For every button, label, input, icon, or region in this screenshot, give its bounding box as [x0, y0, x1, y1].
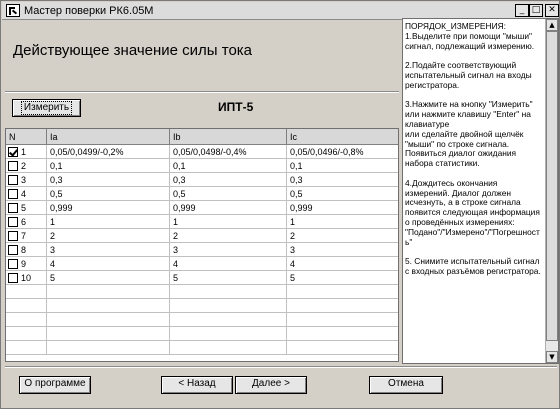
- cell-n: [6, 271, 47, 285]
- cell-ia: 1: [47, 215, 170, 229]
- cell-ic: [287, 327, 399, 341]
- cell-ib: 5: [170, 271, 287, 285]
- page-title: Действующее значение силы тока: [13, 42, 253, 59]
- table-row[interactable]: [6, 145, 399, 159]
- cell-ib: 0,3: [170, 173, 287, 187]
- table-row[interactable]: [6, 341, 399, 355]
- table-row[interactable]: [6, 299, 399, 313]
- column-header-ic[interactable]: Ic: [287, 129, 399, 145]
- table-row[interactable]: [6, 257, 399, 271]
- row-checkbox[interactable]: [8, 147, 18, 157]
- cell-ia: [47, 285, 170, 299]
- cell-ib: 4: [170, 257, 287, 271]
- cell-ib: 2: [170, 229, 287, 243]
- cell-ic: 4: [287, 257, 399, 271]
- about-button[interactable]: О программе: [19, 376, 91, 394]
- cell-ia: [47, 299, 170, 313]
- cell-ic: 0,999: [287, 201, 399, 215]
- measure-button[interactable]: [12, 99, 81, 117]
- divider: [5, 366, 557, 368]
- table-body: [6, 145, 399, 355]
- cell-ia: 0,5: [47, 187, 170, 201]
- cell-ic: 3: [287, 243, 399, 257]
- measure-button-label: Измерить: [21, 101, 72, 115]
- row-checkbox[interactable]: [8, 245, 18, 255]
- table-header: [6, 129, 399, 145]
- cell-n: [6, 257, 47, 271]
- cell-ic: [287, 285, 399, 299]
- cell-ia: [47, 327, 170, 341]
- table-row[interactable]: [6, 173, 399, 187]
- cell-n: [6, 229, 47, 243]
- cell-ia: 2: [47, 229, 170, 243]
- minimize-button[interactable]: _: [515, 4, 529, 17]
- cell-ib: 3: [170, 243, 287, 257]
- table-row[interactable]: [6, 187, 399, 201]
- maximize-button[interactable]: □: [529, 4, 543, 17]
- help-text: ПОРЯДОК_ИЗМЕРЕНИЯ: 1.Выделите при помощи "мыши" сигнал, подлежащий измерению. 2.Подайте соответствующий испытательный сигнал на входы регистратора. 3.Нажмите на кнопку "Измерить" или нажмите клавишу "Enter" на клавиатуре или сделайте двойной щелчёк "мыши" по строке сигнала. Появиться диалог ожидания набора статистики. 4.Дождитесь окончания измерений. Диалог должен исчезнуть, а в строке сигнала появится следующая информация о проведённых измерениях: "Подано"/"Измерено"/"Погрешность" 5. Снимите испытательный сигнал с входных разъёмов регистратора.: [405, 21, 541, 276]
- table-row[interactable]: [6, 201, 399, 215]
- cell-n: [6, 313, 47, 327]
- table-row[interactable]: [6, 159, 399, 173]
- cell-ib: 0,999: [170, 201, 287, 215]
- cell-ia: [47, 341, 170, 355]
- cell-ia: 5: [47, 271, 170, 285]
- next-button[interactable]: Далее >: [235, 376, 307, 394]
- scroll-up-icon[interactable]: ▲: [546, 19, 558, 31]
- cell-ia: 0,3: [47, 173, 170, 187]
- row-number: 5: [21, 203, 27, 213]
- cell-ia: 3: [47, 243, 170, 257]
- table-row[interactable]: [6, 285, 399, 299]
- device-label: ИПТ-5: [218, 100, 254, 114]
- cell-ia: 0,1: [47, 159, 170, 173]
- cell-n: [6, 187, 47, 201]
- cell-n: [6, 145, 47, 159]
- divider: [5, 91, 399, 93]
- cell-ic: 2: [287, 229, 399, 243]
- column-header-ib[interactable]: Ib: [170, 129, 287, 145]
- cell-ib: 0,1: [170, 159, 287, 173]
- cell-n: [6, 243, 47, 257]
- cell-n: [6, 341, 47, 355]
- table-row[interactable]: [6, 271, 399, 285]
- row-number: 2: [21, 161, 27, 171]
- row-checkbox[interactable]: [8, 217, 18, 227]
- cancel-button[interactable]: Отмена: [369, 376, 443, 394]
- cell-ic: [287, 299, 399, 313]
- cell-ib: 0,05/0,0498/-0,4%: [170, 145, 287, 159]
- row-checkbox[interactable]: [8, 161, 18, 171]
- help-scrollbar[interactable]: [545, 19, 558, 363]
- cell-ib: [170, 285, 287, 299]
- row-number: 8: [21, 245, 27, 255]
- row-checkbox[interactable]: [8, 203, 18, 213]
- row-number: 9: [21, 259, 27, 269]
- cell-ib: [170, 327, 287, 341]
- cell-n: [6, 215, 47, 229]
- table-row[interactable]: [6, 215, 399, 229]
- back-button[interactable]: < Назад: [161, 376, 233, 394]
- row-checkbox[interactable]: [8, 259, 18, 269]
- help-panel[interactable]: [402, 18, 559, 364]
- cell-ic: [287, 341, 399, 355]
- row-number: 1: [21, 147, 27, 157]
- row-number: 3: [21, 175, 27, 185]
- cell-n: [6, 327, 47, 341]
- app-icon: [6, 4, 20, 17]
- cell-ic: 5: [287, 271, 399, 285]
- cell-ib: [170, 313, 287, 327]
- cell-ic: 0,3: [287, 173, 399, 187]
- row-number: 6: [21, 217, 27, 227]
- table-row[interactable]: [6, 229, 399, 243]
- table-row[interactable]: [6, 313, 399, 327]
- window-title: Мастер поверки РК6.05М: [24, 5, 154, 17]
- cell-ic: [287, 313, 399, 327]
- table-row[interactable]: [6, 327, 399, 341]
- row-checkbox[interactable]: [8, 189, 18, 199]
- scroll-thumb[interactable]: [546, 31, 558, 341]
- signals-table[interactable]: [5, 128, 399, 362]
- column-header-ia[interactable]: Ia: [47, 129, 170, 145]
- cell-ic: 1: [287, 215, 399, 229]
- cell-ib: [170, 299, 287, 313]
- cell-ib: [170, 341, 287, 355]
- row-checkbox[interactable]: [8, 175, 18, 185]
- cell-n: [6, 299, 47, 313]
- cell-n: [6, 173, 47, 187]
- row-checkbox[interactable]: [8, 273, 18, 283]
- row-checkbox[interactable]: [8, 231, 18, 241]
- cell-ia: [47, 313, 170, 327]
- cell-n: [6, 159, 47, 173]
- row-number: 4: [21, 189, 27, 199]
- cell-ic: 0,5: [287, 187, 399, 201]
- close-button[interactable]: ✕: [545, 4, 559, 17]
- cell-ic: 0,05/0,0496/-0,8%: [287, 145, 399, 159]
- table-row[interactable]: [6, 243, 399, 257]
- scroll-down-icon[interactable]: ▼: [546, 351, 558, 363]
- cell-ia: 0,999: [47, 201, 170, 215]
- cell-n: [6, 285, 47, 299]
- cell-n: [6, 201, 47, 215]
- column-header-n[interactable]: N: [6, 129, 47, 145]
- cell-ia: 0,05/0,0499/-0,2%: [47, 145, 170, 159]
- cell-ia: 4: [47, 257, 170, 271]
- row-number: 10: [21, 273, 32, 283]
- cell-ib: 1: [170, 215, 287, 229]
- row-number: 7: [21, 231, 27, 241]
- cell-ic: 0,1: [287, 159, 399, 173]
- cell-ib: 0,5: [170, 187, 287, 201]
